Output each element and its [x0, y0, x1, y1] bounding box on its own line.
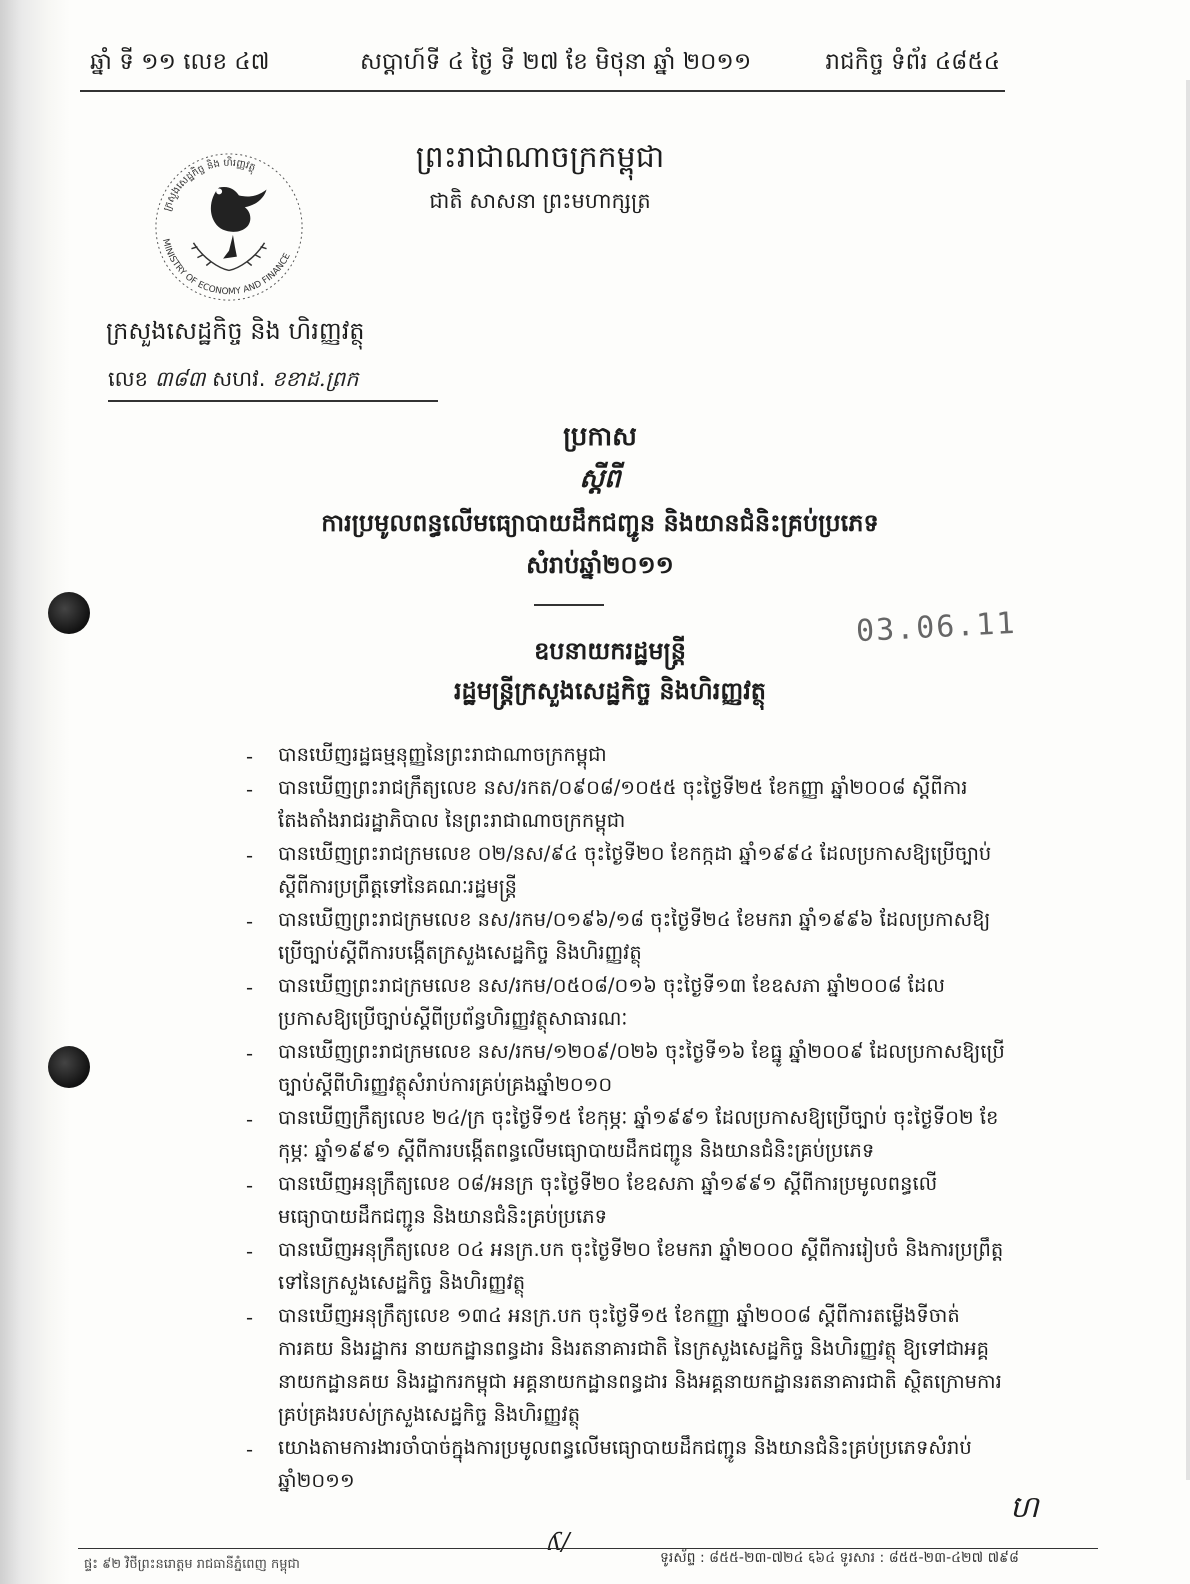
title-divider [534, 604, 604, 606]
handwritten-initial: ហ [1010, 1490, 1039, 1525]
svg-text:MINISTRY OF ECONOMY AND FINANC [160, 238, 293, 297]
hamsa-bird-icon [211, 187, 267, 259]
title-line-1: ប្រកាស [563, 422, 637, 452]
issue-date: សប្តាហ៍ទី ៤ ថ្ងៃ ទី ២៧ ខែ មិថុនា ឆ្នាំ ២០១១ [360, 49, 752, 75]
list-item: - បានឃើញរដ្ឋធម្មនុញ្ញនៃព្រះរាជាណាចក្រកម្ពុជា [240, 738, 1010, 771]
title-line-3: ការប្រមូលពន្ធលើមធ្យោបាយដឹកជញ្ជូន និងយានជំនិះគ្រប់ប្រភេទ [321, 508, 879, 537]
ministry-name: ក្រសួងសេដ្ឋកិច្ច និង ហិរញ្ញវត្ថុ [106, 317, 365, 345]
ministry-seal [150, 148, 308, 306]
list-item: - បានឃើញព្រះរាជក្រមលេខ នស/រកម/១២០៩/០២៦ ចុះថ្ងៃទី១៦ ខែធ្នូ ឆ្នាំ២០០៩ ដែលប្រកាសឱ្យប្រើច្បាប់ស្តីពីហិរញ្ញវត្ថុសំរាប់ការគ្រប់គ្រងឆ្នាំ២០១០ [240, 1035, 1010, 1101]
punch-hole-top [48, 592, 90, 634]
seal-english-text: MINISTRY OF ECONOMY AND FINANCE [160, 237, 293, 298]
ref-date-handwritten: ខខាដ.ព្រក [272, 367, 359, 391]
list-item: - បានឃើញព្រះរាជក្រមលេខ នស/រកម/០១៩៦/១៨ ចុះថ្ងៃទី២៤ ខែមករា ឆ្នាំ១៩៩៦ ដែលប្រកាសឱ្យប្រើច្បាប់ស្តីពីការបង្កើតក្រសួងសេដ្ឋកិច្ច និងហិរញ្ញវត្ថុ [240, 903, 1010, 969]
scan-right-edge [1186, 80, 1190, 1480]
list-item: - បានឃើញអនុក្រឹត្យលេខ ០៨/អនក្រ ចុះថ្ងៃទី២០ ខែឧសភា ឆ្នាំ១៩៩១ ស្តីពីការប្រមូលពន្ធលើមធ្យោបាយដឹកជញ្ជូន និងយានជំនិះគ្រប់ប្រភេទ [240, 1167, 1010, 1233]
kingdom-motto: ជាតិ សាសនា ព្រះមហាក្សត្រ [429, 189, 651, 213]
issue-number: ឆ្នាំ ទី ១១ លេខ ៤៧ [90, 49, 270, 75]
footer-signature-mark: ʎ/ [548, 1528, 570, 1556]
list-item: - បានឃើញព្រះរាជក្រមលេខ ០២/នស/៩៤ ចុះថ្ងៃទី២០ ខែកក្កដា ឆ្នាំ១៩៩៤ ដែលប្រកាសឱ្យប្រើច្បាប់ស្តីពីការប្រព្រឹត្តទៅនៃគណៈរដ្ឋមន្ត្រី [240, 837, 1010, 903]
seal-khmer-text: ក្រសួងសេដ្ឋកិច្ច និង ហិរញ្ញវត្ថុ [161, 157, 257, 213]
footer-address: ផ្ទះ ៩២ វិថីព្រះនរោត្តម រាជធានីភ្នំពេញ កម្ពុជា [84, 1557, 300, 1572]
handwritten-date: 03.06.11 [855, 605, 1018, 650]
title-line-4: សំរាប់ឆ្នាំ២០១១ [526, 550, 674, 579]
footer-contact: ទូរស័ព្ទ : ៨៥៥-២៣-៧២៤ ६៦៤ ទូរសារ : ៨៥៥-២៣-៤២៧ ៧៩៨ [660, 1550, 1019, 1566]
list-item: - បានឃើញព្រះរាជក្រមលេខ នស/រកម/០៥០៨/០១៦ ចុះថ្ងៃទី១៣ ខែឧសភា ឆ្នាំ២០០៨ ដែលប្រកាសឱ្យប្រើច្បាប់ស្តីពីប្រព័ន្ធហិរញ្ញវត្ថុសាធារណៈ [240, 969, 1010, 1035]
authority-line-1: ឧបនាយករដ្ឋមន្ត្រី [534, 636, 686, 665]
ref-label: លេខ [108, 367, 148, 391]
gazette-header [80, 44, 1000, 84]
authority-line-2: រដ្ឋមន្ត្រីក្រសួងសេដ្ឋកិច្ច និងហិរញ្ញវត្ថុ [453, 676, 767, 705]
scan-edge-shadow [0, 0, 70, 1584]
title-line-2: ស្តីពី [579, 464, 621, 494]
list-item: - បានឃើញអនុក្រឹត្យលេខ ១៣៤ អនក្រ.បក ចុះថ្ងៃទី១៥ ខែកញ្ញា ឆ្នាំ២០០៨ ស្តីពីការតម្លើងទីចាត់ការគយ និងរដ្ឋាករ នាយកដ្ឋានពន្ធដារ និងរតនាគារជាតិ នៃក្រសួងសេដ្ឋកិច្ច និងហិរញ្ញវត្ថុ ឱ្យទៅជាអគ្គនាយកដ្ឋានគយ និងរដ្ឋាករកម្ពុជា អគ្គនាយកដ្ឋានពន្ធដារ និងអគ្គនាយកដ្ឋានរតនាគារជាតិ ស្ថិតក្រោមការគ្រប់គ្រងរបស់ក្រសួងសេដ្ឋកិច្ច និងហិរញ្ញវត្ថុ [240, 1299, 1010, 1431]
punch-hole-bottom [48, 1046, 90, 1088]
ref-number-handwritten: ៣៨៣ [154, 367, 206, 391]
list-item: - បានឃើញព្រះរាជក្រឹត្យលេខ នស/រកត/០៩០៨/១០៥៥ ចុះថ្ងៃទី២៥ ខែកញ្ញា ឆ្នាំ២០០៨ ស្តីពីការតែងតាំងរាជរដ្ឋាភិបាល នៃព្រះរាជាណាចក្រកម្ពុជា [240, 771, 1010, 837]
page-number: រាជកិច្ច ទំព័រ ៤៨៥៤ [825, 49, 1000, 75]
list-item: - បានឃើញអនុក្រឹត្យលេខ ០៤ អនក្រ.បក ចុះថ្ងៃទី២០ ខែមករា ឆ្នាំ២០០០ ស្តីពីការរៀបចំ និងការប្រព្រឹត្តទៅនៃក្រសួងសេដ្ឋកិច្ច និងហិរញ្ញវត្ថុ [240, 1233, 1010, 1299]
reference-number [108, 366, 448, 397]
authority-heading [400, 636, 820, 711]
document-title [260, 420, 940, 590]
list-item: - បានឃើញក្រឹត្យលេខ ២៤/ក្រ ចុះថ្ងៃទី១៥ ខែកុម្ភៈ ឆ្នាំ១៩៩១ ដែលប្រកាសឱ្យប្រើច្បាប់ ចុះថ្ងៃទី០២ ខែកុម្ភៈ ឆ្នាំ១៩៩១ ស្តីពីការបង្កើតពន្ធលើមធ្យោបាយដឹកជញ្ជូន និងយានជំនិះគ្រប់ប្រភេទ [240, 1101, 1010, 1167]
reference-underline [108, 400, 438, 402]
preamble-list [240, 738, 1010, 1492]
kingdom-name: ព្រះរាជាណាចក្រកម្ពុជា [415, 140, 665, 175]
ref-suffix: សហវ. [212, 367, 266, 391]
kingdom-heading [380, 138, 700, 219]
header-rule [80, 90, 1005, 92]
list-item: - យោងតាមការងារចាំបាច់ក្នុងការប្រមូលពន្ធលើមធ្យោបាយដឹកជញ្ជូន និងយានជំនិះគ្រប់ប្រភេទសំរាប់ឆ្នាំ២០១១ [240, 1431, 1010, 1464]
